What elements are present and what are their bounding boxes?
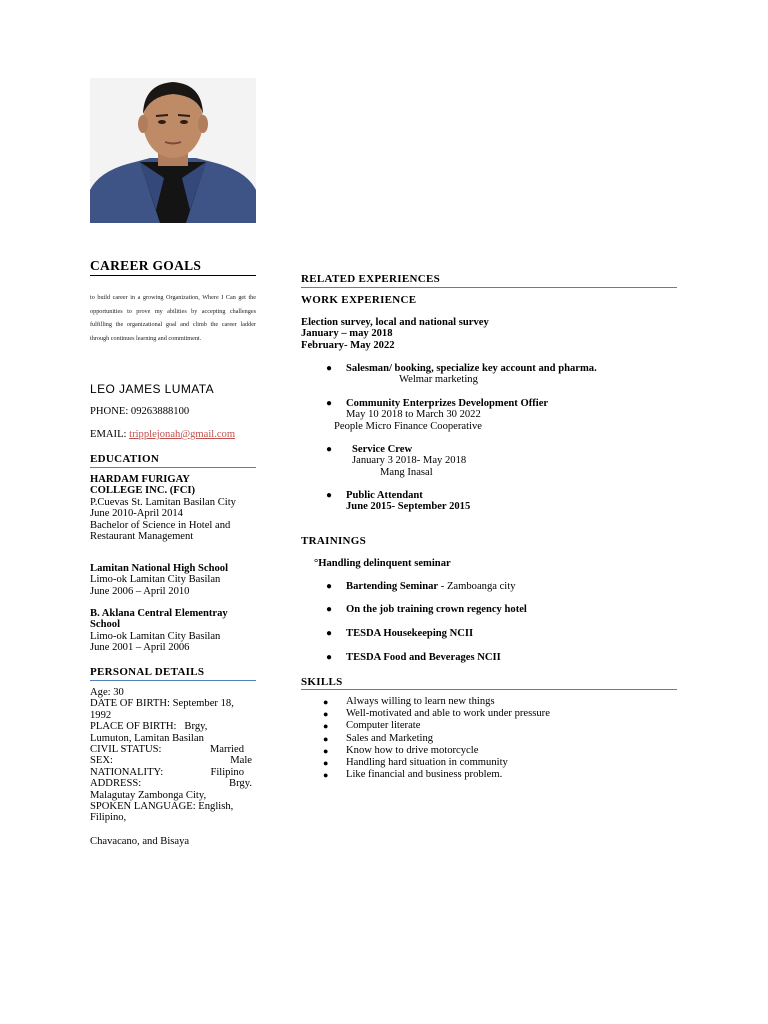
school-name: COLLEGE INC. (FCI) [90,485,196,497]
email-line [90,429,280,441]
education-heading: EDUCATION [90,453,160,465]
address-value: Brgy. [229,778,252,790]
sex [90,755,252,766]
job-dates: May 10 2018 to March 30 2022 [346,409,481,421]
school-degree: Restaurant Management [90,531,194,543]
email-link[interactable]: tripplejonah@gmail.com [129,429,236,440]
profile-photo [90,78,256,223]
personal-details-rule [90,680,256,681]
survey-title: Election survey, local and national survey [301,317,489,328]
address-line: Malagutay Zambonga City, [90,789,207,801]
skill-item [301,720,677,732]
bullet-icon: ● [323,758,329,769]
job-item [301,363,677,386]
training-item [301,581,677,592]
skill-text: Know how to drive motorcycle [346,744,479,756]
school-name: HARDAM FURIGAY [90,474,190,485]
training-name: Bartending Seminar [346,581,439,592]
bullet-icon: ● [323,770,329,781]
training-item [301,604,677,615]
school-address: Limo-ok Lamitan City Basilan [90,574,221,586]
skills-list [301,696,677,781]
job-item [301,490,677,513]
personal-details-heading: PERSONAL DETAILS [90,666,205,678]
bullet-icon: ● [326,444,333,455]
place-of-birth: Lumuton, Lamitan Basilan [90,732,204,744]
skill-item [301,708,677,720]
school-address: Limo-ok Lamitan City Basilan [90,630,221,642]
bullet-icon: ● [326,490,333,501]
school-name: School [90,619,121,631]
address-label: ADDRESS: [90,778,142,790]
bullet-icon: ● [323,709,329,720]
bullet-icon: ● [323,697,329,707]
skill-text: Sales and Marketing [346,732,434,744]
date-of-birth: DATE OF BIRTH: September 18, [90,698,234,710]
job-dates: January 3 2018- May 2018 [352,455,467,467]
skill-text: Always willing to learn new things [346,696,495,707]
applicant-name: LEO JAMES LUMATA [90,382,214,396]
nationality-label: NATIONALITY: [90,766,164,778]
bullet-icon: ● [326,363,333,374]
training-name: TESDA Food and Beverages NCII [346,652,501,663]
school-dates: June 2001 – April 2006 [90,642,190,654]
phone-line [90,406,256,418]
education-entry-highschool [90,563,256,597]
skill-text: Handling hard situation in community [346,757,508,769]
job-item [301,398,677,432]
bullet-icon: ● [323,733,329,744]
age: Age: 30 [90,687,124,698]
skill-text: Like financial and business problem. [346,769,503,781]
bullet-icon: ● [326,628,333,639]
spoken-language: Filipino, [90,812,127,824]
sex-label: SEX: [90,755,113,767]
training-first: °Handling delinquent seminar [314,558,451,569]
school-address: P.Cuevas St. Lamitan Basilan City [90,496,236,508]
skills-heading: SKILLS [301,676,343,688]
career-goals-rule [90,275,256,276]
school-name: B. Aklana Central Elementray [90,608,228,619]
civil-status [90,744,252,755]
spoken-language: Chavacano, and Bisaya [90,835,190,847]
place-of-birth: PLACE OF BIRTH: Brgy, [90,721,208,733]
skill-item [301,757,677,769]
survey-date: January – may 2018 [301,328,393,340]
school-name: Lamitan National High School [90,563,229,574]
date-of-birth: 1992 [90,709,112,721]
bullet-icon: ● [323,745,329,756]
school-dates: June 2006 – April 2010 [90,585,190,597]
training-name: On the job training crown regency hotel [346,604,527,615]
bullet-icon: ● [323,721,329,732]
work-experience-heading: WORK EXPERIENCE [301,294,417,306]
civil-status-value: Married [209,744,244,756]
phone-label: PHONE: [90,406,131,417]
survey-block [301,317,677,351]
email-label: EMAIL: [90,429,130,440]
job-title: Public Attendant [346,490,423,501]
address [90,778,252,789]
bullet-icon: ● [326,604,333,615]
related-experiences-heading: RELATED EXPERIENCES [301,273,441,285]
sex-value: Male [230,755,252,767]
training-item [301,628,677,639]
personal-details-body [90,687,252,847]
nationality [90,767,252,778]
career-goals-text: to build career in a growing Organization, Where I Can get the opportunities to prove my abilities by accepting challenges fulfilling the organizational goal and climb the career ladder through continues learning and commitment. [90,294,256,342]
skill-item [301,745,677,757]
job-title: Salesman/ booking, specialize key account and pharma. [346,363,597,374]
skill-item [301,696,677,708]
nationality-value: Filipino [210,766,244,778]
job-company: Welmar marketing [399,374,478,386]
education-rule [90,467,256,468]
phone-number: 09263888100 [130,406,190,417]
bullet-icon: ● [326,652,333,663]
bullet-icon: ● [326,398,333,409]
career-goals-heading: CAREER GOALS [90,258,202,273]
education-entry-college [90,474,256,542]
spoken-language: SPOKEN LANGUAGE: English, [90,801,234,813]
skill-text: Well-motivated and able to work under pressure [346,708,550,720]
job-title: Service Crew [352,444,413,455]
training-item [301,652,677,663]
training-name: TESDA Housekeeping NCII [346,628,474,639]
education-entry-elementary [90,608,256,654]
skill-item [301,769,677,781]
trainings-heading: TRAININGS [301,535,367,547]
skills-rule [301,689,677,690]
civil-status-label: CIVIL STATUS: [90,744,162,756]
skill-item [301,733,677,745]
skill-text: Computer literate [346,720,421,732]
school-degree: Bachelor of Science in Hotel and [90,519,231,531]
training-location: - Zamboanga city [438,581,516,592]
school-dates: June 2010-April 2014 [90,508,183,520]
job-item [301,444,677,478]
job-title: Community Enterprizes Development Offier [346,398,549,409]
job-company: Mang Inasal [380,466,433,478]
job-company: People Micro Finance Cooperative [334,420,482,432]
job-dates: June 2015- September 2015 [346,501,471,513]
survey-date: February- May 2022 [301,339,395,351]
bullet-icon: ● [326,581,333,592]
related-experiences-rule [301,287,677,288]
